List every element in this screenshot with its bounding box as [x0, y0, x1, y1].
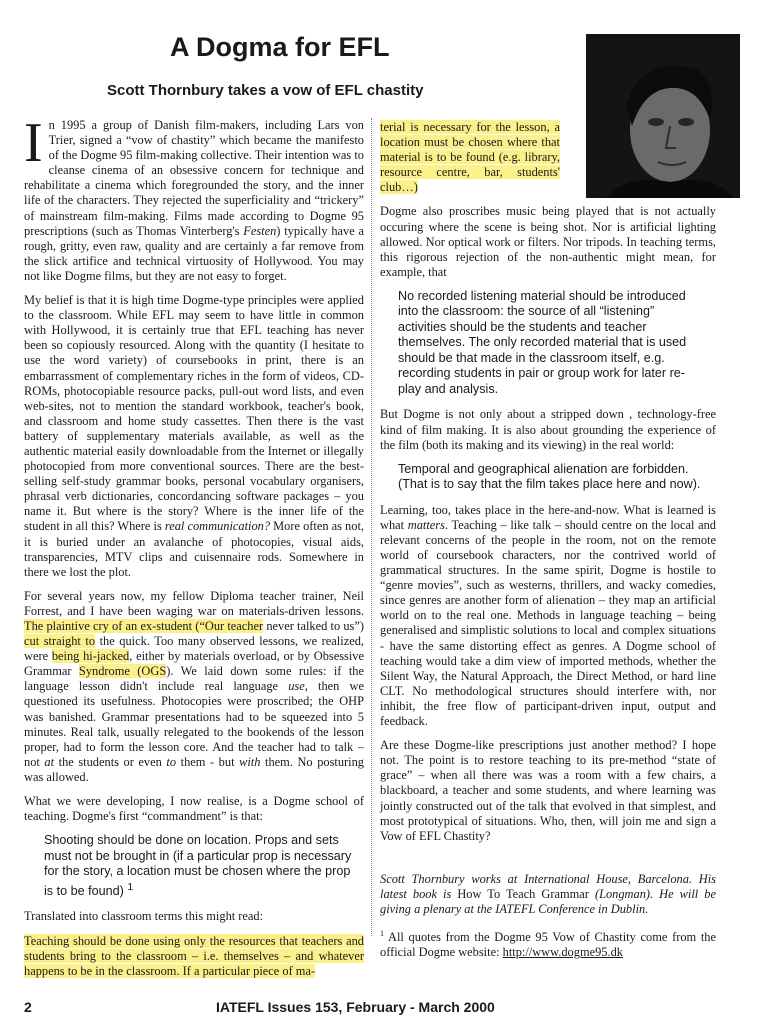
paragraph-conclusion: Are these Dogme-like prescriptions just another method? I hope not. The point is to restore teaching to its pre-method “state of grace” – when all there was was a room with a few chairs, a blackboard, a teacher and some students, and where learning was jointly constructed out of the talk that evolved in that simplest, and most prototypical of situations. Who, then, will join me and sign a Vow of EFL Chastity? — [380, 738, 716, 843]
paragraph-materials-war: For several years now, my fellow Diploma teacher trainer, Neil Forrest, and I have been waging war on materials-driven lessons. The plaintive cry of an ex-student (“Our teacher never talked to us”) cut straight to the quick. Too many observed lessons, we realized, were being hi-jacked, either by materials overload, or by Obsessive Grammar Syndrome (OGS). We laid down some rules: if the language lesson didn't include real language use, then we questioned its usefulness. Photocopies were proscribed; the OHP was banished. Grammar presentations had to be squeezed into 5 minutes. Real talk, usually relegated to the bookends of the lesson proper, had to form the lesson core. And the teacher had to talk – not at the students or even to them - but with them. No posturing was allowed. — [24, 588, 365, 784]
paragraph-dogme-school: What we were developing, I now realise, is a Dogme school of teaching. Dogme's first “commandment” is that: — [24, 794, 364, 824]
article-subtitle: Scott Thornbury takes a vow of EFL chastity — [107, 82, 424, 99]
highlight: Syndrome (OGS — [78, 664, 167, 679]
paragraph-music: Dogme also proscribes music being played that is not actually occuring where the scene is being shot. Nor is artificial lighting allowed. Nor optical work or filters. Nor tripods. In teaching terms, this rigorous rejection of the non-authentic might mean, for example, that — [380, 204, 716, 279]
paragraph-translated: Translated into classroom terms this might read: — [24, 909, 264, 924]
paragraph-resources: My belief is that it is high time Dogme-type principles were applied to the classroom. While EFL may seem to have little in common with Hollywood, it is certainly true that EFL teaching has never been so copiously resourced. Along with the quantity (I hesitate to use the word variety) of coursebooks in print, there is an embarrassment of complementary riches in the form of videos, CD-ROMs, photocopiable resource packs, pull-out word lists, and even web-sites, not to mention the standard workbook, teacher's book, and classroom and home study cassettes. Then there is the vast battery of supplementary materials available, as well as the authentic material easily downloadable from the Internet or illegally photocopied from more conventional sources. There are the best-selling self-study grammar books, personal vocabulary organisers, phrasal verb dictionaries, concordancing software packages – you name it. But where is the story? Where is the inner life of the student in all this? Where is real communication? More often as not, it is buried under an avalanche of photocopies, visual aids, transparencies, MTV clips and cuisennaire rods. Somewhere in there we lost the plot. — [24, 293, 364, 579]
drop-cap: I — [24, 112, 43, 174]
dogme-quote-temporal: Temporal and geographical alienation are forbidden. (That is to say that the film takes place here and now). — [398, 461, 701, 492]
dogme-website-link[interactable]: http://www.dogme95.dk — [502, 945, 623, 960]
film-title: Festen — [243, 223, 277, 238]
column-divider — [371, 118, 372, 936]
highlight: terial is necessary for the lesson, a location must be chosen where that material is to be found (e.g. library, resource centre, bar, students' club…) — [380, 120, 560, 195]
footnote: $^1$ All quotes from the Dogme 95 Vow of Chastity come from the official Dogme website: http://www.dogme95.dk — [380, 929, 716, 960]
highlight: The plaintive cry of an ex-student (“Our teacher — [24, 619, 264, 633]
page-number: 2 — [24, 999, 32, 1015]
author-bio: Scott Thornbury works at International House, Barcelona. His latest book is How To Teach Grammar (Longman). He will be giving a plenary at the IATEFL Conference in Dublin. — [380, 871, 716, 916]
dogme-quote-location: Shooting should be done on location. Props and sets must not be brought in (if a particular prop is necessary for the story, a location must be chosen where the prop is to be found) $^1$ — [44, 833, 352, 898]
paragraph-here-and-now: Learning, too, takes place in the here-and-now. What is learned is what matters. Teaching – like talk – should centre on the local and relevant concerns of the people in the room, not on the remote world of coursebook characters, nor the contrived world of grammatical structures. In the same spirit, Dogme is hostile to “genre movies”, such as westerns, thrillers, and wacky comedies, since genres are another form of alienation – they map an artificial world on to the real one. Methods in language teaching – being generalised and simplistic solutions to local and complex situations - have the same distorting effect as genres. A Dogme school of teaching would take a dim view of imported methods, whether the Silent Way, the Natural Approach, the Direct Method, or hard line CLT. No methodological structures should interfere with, nor inhibit, the free flow of participant-driven input, output and feedback. — [380, 502, 716, 729]
left-column — [24, 112, 365, 988]
dogme-quote-listening: No recorded listening material should be introduced into the classroom: the source of all “listening” activities should be the students and teacher themselves. The only recorded material that is used should be that made in the classroom itself, e.g. recording students in pair or group work for later re-play and analysis. — [398, 288, 687, 396]
highlight: Teaching should be done using only the resources that teachers and students bring to the classroom – i.e. themselves – and whatever happens to be in the classroom. If a particular piece of ma- — [24, 933, 364, 978]
book-title: How To Teach Grammar — [457, 886, 589, 901]
issue-info: IATEFL Issues 153, February - March 2000 — [216, 999, 495, 1015]
highlight: cut straight to — [24, 634, 96, 649]
article-title: A Dogma for EFL — [170, 32, 390, 62]
paragraph-material-location — [380, 120, 560, 195]
intro-paragraph: In 1995 a group of Danish film-makers, including Lars von Trier, signed a “vow of chastity” which became the manifesto of the Dogme 95 film-making collective. Their intention was to cleanse cinema of an obsessive concern for technique and rehabilitate a cinema which foregrounded the story, and the inner life of the characters. They rejected the superficiality and “trickery” of mainstream film-making. Films made according to Dogme 95 prescriptions (such as Thomas Vinterberg's Festen) typically have a rough, gritty, even raw, quality and are certainly a far remove from the slick artifice and technical virtuosity of Hollywood. You may not like Dogme films, but they are not easy to forget. — [24, 112, 364, 283]
highlight: being hi-jacked — [51, 649, 130, 664]
paragraph-classroom-rule — [24, 934, 364, 979]
right-column — [380, 120, 716, 969]
paragraph-real-world: But Dogme is not only about a stripped down , technology-free kind of film making. It is also about grounding the experience of the film (both its making and its viewing) in the real world: — [380, 407, 716, 452]
